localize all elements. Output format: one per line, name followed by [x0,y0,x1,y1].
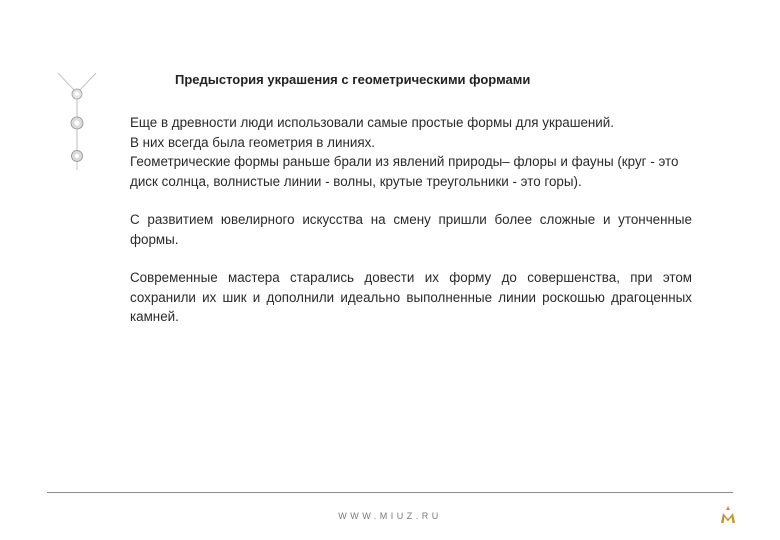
paragraph-development: С развитием ювелирного искусства на смену пришли более сложные и утонченные формы. [130,212,692,247]
slide-title: Предыстория украшения с геометрическими формами [175,72,531,87]
slide-body [130,113,692,327]
paragraph-history-line2: В них всегда была геометрия в линиях. [130,134,375,150]
footer-divider [47,492,733,493]
paragraph-history-line3: Геометрические формы раньше брали из явлений природы– флоры и фауны (круг - это диск солнца, волнистые линии - волны, крутые треугольники - это горы). [130,154,679,189]
pendant-image [52,70,102,180]
paragraph-history-line1: Еще в древности люди использовали самые простые формы для украшений. [130,115,614,130]
paragraph-modern-masters: Современные мастера старались довести их форму до совершенства, при этом сохранили их шик и дополнили идеально выполненные линии роскошью драгоценных камней. [130,270,692,324]
footer-url[interactable]: WWW.MIUZ.RU [338,511,442,521]
miuz-logo-icon [718,505,738,525]
